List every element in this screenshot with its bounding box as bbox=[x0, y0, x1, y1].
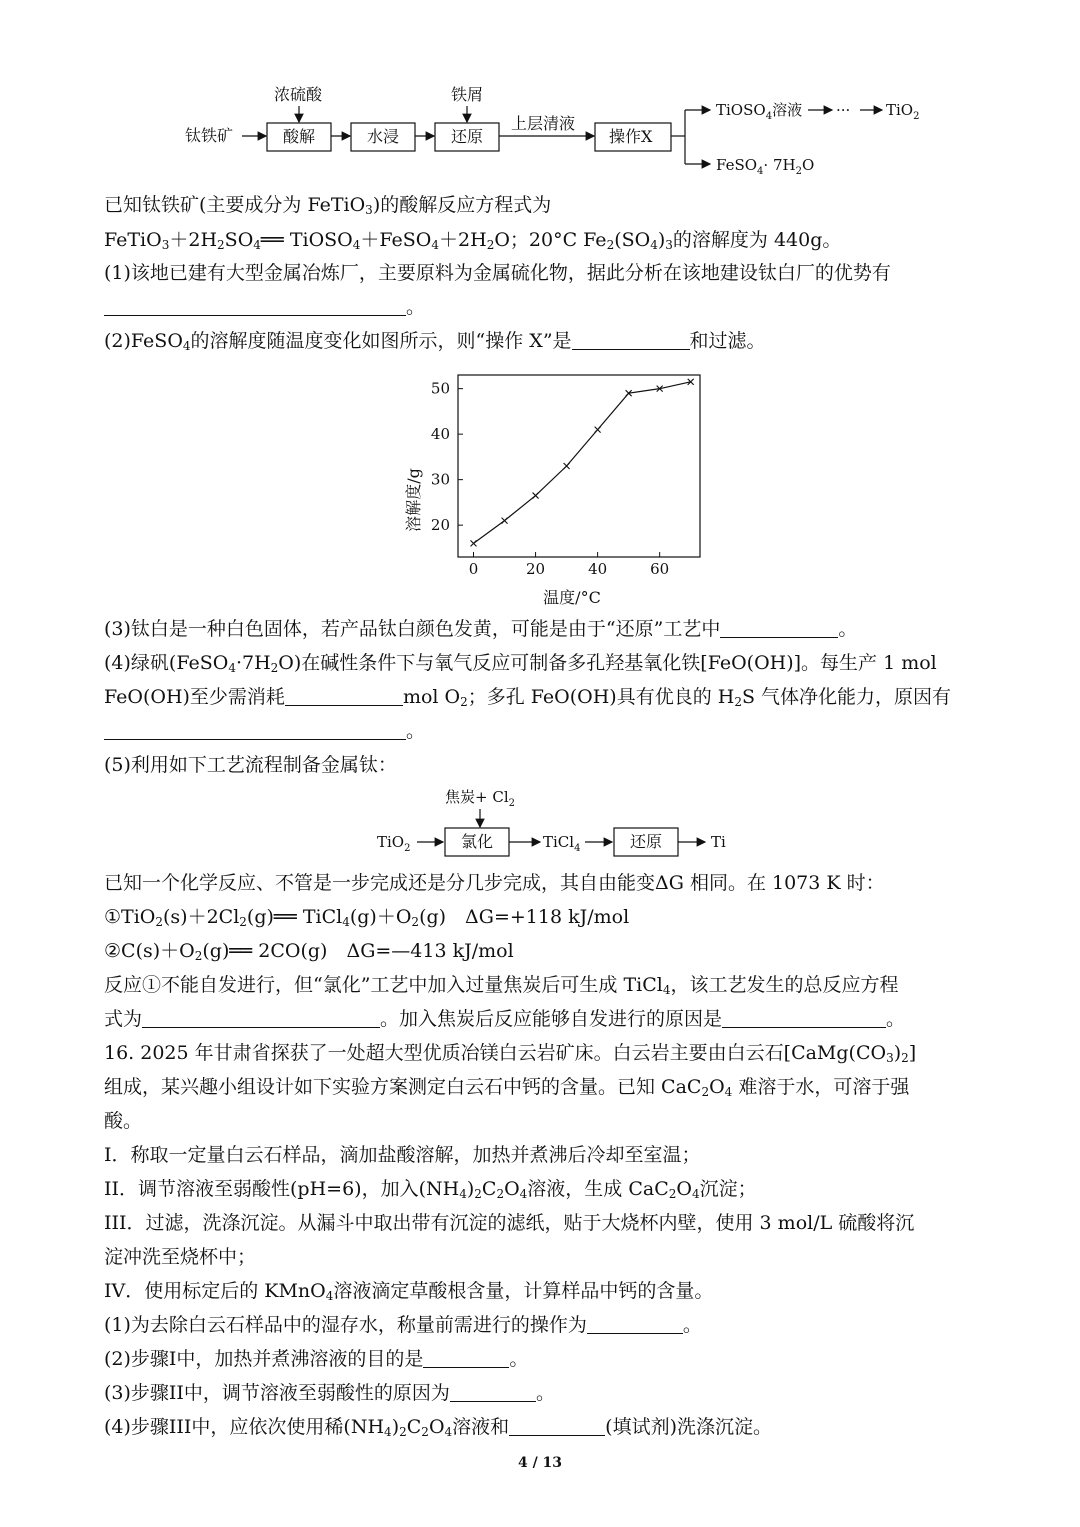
answer-blank[interactable] bbox=[450, 1383, 536, 1402]
flow1-box3-label: 还原 bbox=[451, 127, 484, 146]
question-16-line3: 酸。 bbox=[104, 1110, 143, 1132]
flow1-arrow-label: 上层清液 bbox=[511, 114, 576, 133]
flow1-ellipsis: ··· bbox=[836, 101, 851, 119]
text-reaction-answer: 式为 。加入焦炭后反应能够自发进行的原因是 。 bbox=[104, 1008, 906, 1030]
process-flow-diagram-2 bbox=[375, 783, 755, 863]
flow1-output1: TiOSO$_4$溶液 bbox=[716, 101, 803, 122]
step-4: IV．使用标定后的 KMnO$_4$溶液滴定草酸根含量，计算样品中钙的含量。 bbox=[104, 1280, 714, 1303]
flow2-mid: TiCl$_4$ bbox=[543, 833, 581, 854]
reaction-2: $②C(s)+O_2(g)══$ 2CO(g) ΔG=—413 kJ/mol bbox=[104, 940, 514, 963]
y-tick-label: 50 bbox=[430, 379, 450, 398]
flow1-box2-label: 水浸 bbox=[367, 127, 400, 146]
page-number: 4 / 13 bbox=[517, 1455, 563, 1471]
answer-blank[interactable] bbox=[142, 1009, 380, 1028]
answer-blank[interactable] bbox=[509, 1417, 605, 1436]
question-16-line2: 组成，某兴趣小组设计如下实验方案测定白云石中钙的含量。已知 $CaC_2O_4$ 难溶于水，可溶于强 bbox=[104, 1076, 910, 1099]
flow1-reagent1: 浓硫酸 bbox=[274, 85, 323, 104]
question-4-line2: FeO(OH)至少需消耗 mol $O_2$；多孔 FeO(OH)具有优良的 $H_2S$ 气体净化能力，原因有 bbox=[104, 686, 952, 709]
flow1-box4-label: 操作X bbox=[609, 127, 653, 146]
flow2-input: TiO$_2$ bbox=[377, 833, 411, 854]
question-1-answer: 。 bbox=[104, 295, 425, 319]
answer-blank[interactable] bbox=[423, 1349, 509, 1368]
step-2: II．调节溶液至弱酸性(pH=6)，加入$(NH_4)_2C_2O_4$溶液，生成 $CaC_2O_4$沉淀； bbox=[104, 1178, 757, 1201]
y-tick-label: 40 bbox=[430, 425, 450, 444]
step-1: I．称取一定量白云石样品，滴加盐酸溶解，加热并煮沸后冷却至室温； bbox=[104, 1144, 701, 1166]
flow2-reagent: 焦炭+ $Cl_2$ bbox=[445, 788, 515, 809]
x-tick-label: 40 bbox=[588, 560, 608, 578]
text-known-gibbs: 已知一个化学反应、不管是一步完成还是分几步完成，其自由能变ΔG 相同。在 1073 K 时： bbox=[104, 872, 885, 894]
answer-blank[interactable] bbox=[720, 619, 838, 638]
question-16-2: (2)步骤I中，加热并煮沸溶液的目的是 。 bbox=[104, 1348, 529, 1370]
data-point-marker bbox=[502, 518, 508, 524]
question-5: (5)利用如下工艺流程制备金属钛： bbox=[104, 754, 397, 776]
question-16-3: (3)步骤II中，调节溶液至弱酸性的原因为 。 bbox=[104, 1382, 555, 1404]
flow1-input: 钛铁矿 bbox=[185, 126, 234, 145]
flow2-box1-label: 氯化 bbox=[461, 832, 494, 851]
data-point-marker bbox=[533, 493, 539, 499]
answer-blank[interactable] bbox=[722, 1009, 886, 1028]
answer-blank[interactable] bbox=[587, 1315, 683, 1334]
y-tick-label: 30 bbox=[430, 470, 450, 489]
flow2-box2-label: 还原 bbox=[630, 832, 663, 851]
reaction-1: $①TiO_2(s)+2Cl_2(g)══$ $TiCl_4(g)+O_2(g)$ ΔG=+118 kJ/mol bbox=[104, 906, 630, 929]
question-4-answer: 。 bbox=[104, 719, 425, 743]
x-tick-label: 0 bbox=[468, 560, 479, 578]
flow1-output-tio2: TiO$_2$ bbox=[886, 101, 920, 122]
flow2-output: Ti bbox=[711, 833, 726, 851]
answer-blank[interactable] bbox=[285, 687, 403, 706]
flow1-box1-label: 酸解 bbox=[283, 127, 316, 146]
question-4: (4)绿矾$(FeSO_4\cdot 7H_2O)$在碱性条件下与氧气反应可制备多孔羟基氧化铁[FeO(OH)]。每生产 1 mol bbox=[104, 652, 937, 675]
x-tick-label: 60 bbox=[650, 560, 670, 578]
x-tick-label: 20 bbox=[526, 560, 546, 578]
question-16-4: (4)步骤III中，应依次使用稀$(NH_4)_2C_2O_4$溶液和 (填试剂)洗涤沉淀。 bbox=[104, 1416, 772, 1439]
question-16-1: (1)为去除白云石样品中的湿存水，称量前需进行的操作为 。 bbox=[104, 1314, 702, 1336]
chart-xlabel: 温度/°C bbox=[543, 588, 601, 607]
data-point-marker bbox=[595, 427, 601, 433]
text-reaction-note: 反应①不能自发进行，但“氯化”工艺中加入过量焦炭后可生成 TiCl$_4$，该工艺发生的总反应方程 bbox=[104, 974, 899, 997]
text-equation-acid: $FeTiO_3+2H_2SO_4══$ $TiOSO_4+FeSO_4+2H_2O$；20°C $Fe_2(SO_4)_3$的溶解度为 440g。 bbox=[104, 229, 842, 252]
answer-blank[interactable] bbox=[104, 297, 406, 316]
text-line-known: 已知钛铁矿(主要成分为 FeTiO$_3$)的酸解反应方程式为 bbox=[104, 194, 552, 217]
data-point-marker bbox=[564, 463, 570, 469]
solubility-chart bbox=[395, 365, 715, 610]
data-point-marker bbox=[471, 540, 477, 546]
step-3: III．过滤，洗涤沉淀。从漏斗中取出带有沉淀的滤纸，贴于大烧杯内壁，使用 3 mol/L 硫酸将沉 bbox=[104, 1212, 915, 1234]
question-3: (3)钛白是一种白色固体，若产品钛白颜色发黄，可能是由于“还原”工艺中 。 bbox=[104, 618, 858, 640]
flow1-reagent2: 铁屑 bbox=[451, 85, 484, 104]
step-3-line2: 淀冲洗至烧杯中； bbox=[104, 1246, 257, 1268]
question-2: (2)FeSO$_4$的溶解度随温度变化如图所示，则“操作 X”是 和过滤。 bbox=[104, 330, 766, 353]
chart-ylabel: 溶解度/g bbox=[404, 468, 423, 532]
flow1-output2: FeSO$_4$· $7H_2O$ bbox=[716, 156, 815, 177]
answer-blank[interactable] bbox=[104, 721, 406, 740]
question-1: (1)该地已建有大型金属冶炼厂，主要原料为金属硫化物，据此分析在该地建设钛白厂的优势有 bbox=[104, 262, 891, 284]
answer-blank[interactable] bbox=[572, 331, 690, 350]
process-flow-diagram-1 bbox=[180, 80, 940, 190]
chart-frame bbox=[458, 375, 700, 557]
question-16: 16. 2025 年甘肃省探获了一处超大型优质冶镁白云岩矿床。白云岩主要由白云石$[CaMg(CO_3)_2]$ bbox=[104, 1042, 917, 1065]
y-tick-label: 20 bbox=[430, 516, 450, 535]
